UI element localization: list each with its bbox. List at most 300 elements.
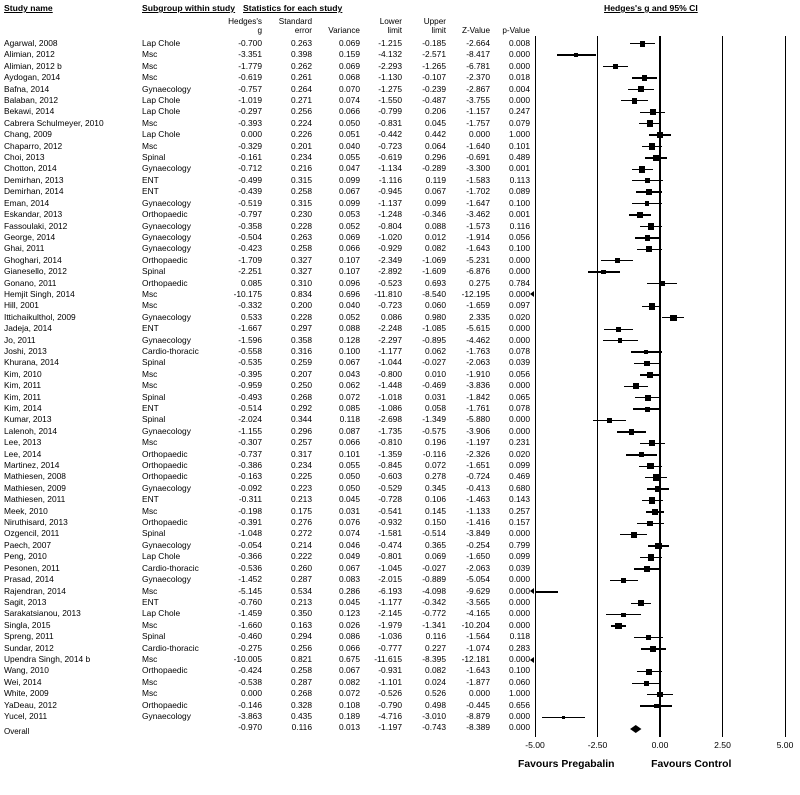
cell-lower-limit: -0.932: [378, 517, 402, 528]
cell-z-value: -3.849: [466, 528, 490, 539]
cell-upper-limit: -0.889: [422, 574, 446, 585]
cell-p-value: 0.118: [509, 631, 530, 642]
cell-study-name: Mathiesen, 2008: [4, 471, 66, 482]
cell-study-name: Wei, 2014: [4, 676, 42, 687]
cell-variance: 0.099: [339, 174, 360, 185]
point-estimate-marker: [640, 41, 646, 47]
cell-z-value: -1.647: [466, 197, 490, 208]
cell-variance: 0.053: [339, 209, 360, 220]
cell-standard-error: 0.344: [291, 414, 312, 425]
cell-z-value: -5.054: [466, 574, 490, 585]
cell-subgroup: Gynaecology: [142, 231, 191, 242]
point-estimate-marker: [562, 716, 566, 720]
cell-standard-error: 0.228: [291, 311, 312, 322]
cell-p-value: 0.000: [509, 653, 530, 664]
cell-z-value: -1.650: [466, 551, 490, 562]
cell-variance: 0.159: [339, 49, 360, 60]
confidence-interval-line: [588, 271, 620, 272]
point-estimate-marker: [616, 327, 621, 332]
cell-z-value: -1.659: [466, 300, 490, 311]
point-estimate-marker: [646, 635, 651, 640]
point-estimate-marker: [655, 486, 661, 492]
cell-lower-limit: -0.945: [378, 186, 402, 197]
cell-z-value: -0.254: [466, 539, 490, 550]
cell-study-name: Mathiesen, 2009: [4, 482, 66, 493]
cell-upper-limit: 0.088: [425, 220, 446, 231]
cell-study-name: Ghai, 2011: [4, 243, 45, 254]
confidence-interval-line: [601, 260, 633, 261]
cell-upper-limit: -0.289: [422, 163, 446, 174]
header-subgroup: Subgroup within study: [142, 3, 236, 13]
table-row: [0, 596, 530, 608]
confidence-interval-line: [642, 146, 662, 147]
table-row: [0, 140, 530, 152]
cell-p-value: 0.001: [509, 163, 530, 174]
cell-lower-limit: -0.529: [378, 482, 402, 493]
table-row: [0, 174, 530, 186]
table-row: [0, 254, 530, 266]
table-row: [0, 368, 530, 380]
confidence-interval-line: [647, 488, 669, 489]
confidence-interval-line: [542, 717, 585, 718]
point-estimate-marker: [633, 383, 639, 389]
cell-subgroup: Msc: [142, 300, 158, 311]
cell-p-value: 0.000: [509, 414, 530, 425]
cell-z-value: -1.914: [466, 231, 490, 242]
cell-upper-limit: 0.365: [425, 539, 446, 550]
confidence-interval-line: [632, 169, 653, 170]
cell-p-value: 0.231: [509, 437, 530, 448]
cell-lower-limit: -0.799: [378, 106, 402, 117]
cell-subgroup: Spinal: [142, 152, 166, 163]
confidence-interval-line: [649, 134, 671, 135]
cell-hedges-g: -1.779: [238, 60, 262, 71]
confidence-interval-line: [634, 637, 663, 638]
cell-lower-limit: -0.931: [378, 665, 402, 676]
cell-subgroup: Msc: [142, 60, 158, 71]
cell-hedges-g: -0.619: [238, 72, 262, 83]
cell-p-value: 0.257: [509, 505, 530, 516]
cell-z-value: -1.573: [466, 220, 490, 231]
cell-study-name: Yucel, 2011: [4, 710, 48, 721]
cell-study-name: Hemjit Singh, 2014: [4, 288, 75, 299]
cell-z-value: -1.643: [466, 243, 490, 254]
point-estimate-marker: [650, 109, 656, 115]
confidence-interval-line: [634, 568, 659, 569]
cell-z-value: -1.564: [466, 631, 490, 642]
cell-variance: 0.052: [339, 311, 360, 322]
cell-study-name: Chaparro, 2012: [4, 140, 63, 151]
cell-upper-limit: 0.442: [425, 129, 446, 140]
cell-upper-limit: -0.469: [422, 380, 446, 391]
cell-p-value: 0.000: [509, 323, 530, 334]
cell-study-name: Chotton, 2014: [4, 163, 57, 174]
point-estimate-marker: [653, 155, 659, 161]
cell-variance: 0.082: [339, 676, 360, 687]
cell-p-value: 0.000: [509, 596, 530, 607]
cell-variance: 0.051: [339, 129, 360, 140]
cell-lower-limit: -2.698: [378, 414, 402, 425]
header-study-name: Study name: [4, 3, 53, 13]
table-row: [0, 49, 530, 60]
confidence-interval-line: [624, 386, 648, 387]
cell-p-value: 0.097: [509, 300, 530, 311]
cell-variance: 0.072: [339, 688, 360, 699]
cell-study-name: Kim, 2014: [4, 403, 42, 413]
cell-subgroup: ENT: [142, 494, 159, 505]
cell-hedges-g: -1.048: [238, 528, 262, 539]
cell-lower-limit: -0.801: [378, 551, 402, 562]
confidence-interval-line: [642, 500, 663, 501]
confidence-interval-line: [635, 397, 661, 398]
cell-hedges-g: -0.424: [238, 665, 262, 676]
cell-hedges-g: -1.667: [238, 323, 262, 334]
table-row: [0, 209, 530, 220]
cell-hedges-g: -0.757: [238, 83, 262, 94]
cell-variance: 0.050: [339, 482, 360, 493]
confidence-interval-line: [640, 557, 662, 558]
cell-upper-limit: -8.540: [422, 288, 446, 299]
cell-standard-error: 0.207: [291, 368, 312, 379]
confidence-interval-line: [632, 203, 663, 204]
cell-variance: 0.066: [339, 243, 360, 254]
cell-z-value: -1.702: [466, 186, 490, 197]
table-row: [0, 699, 530, 711]
point-estimate-marker: [655, 543, 661, 549]
confidence-interval-line: [617, 431, 646, 432]
confidence-interval-line: [611, 625, 627, 626]
cell-hedges-g: -0.391: [238, 517, 262, 528]
point-estimate-marker: [607, 418, 611, 422]
cell-upper-limit: 0.980: [425, 311, 446, 322]
cell-z-value: -1.761: [466, 403, 490, 413]
cell-variance: 0.047: [339, 163, 360, 174]
table-row: [0, 231, 530, 243]
cell-p-value: 1.000: [509, 129, 530, 140]
cell-z-value: -1.583: [466, 174, 490, 185]
cell-variance: 0.055: [339, 460, 360, 471]
gridline-5.00: [785, 36, 786, 737]
cell-upper-limit: 0.060: [425, 300, 446, 311]
cell-standard-error: 0.223: [291, 482, 312, 493]
confidence-interval-line: [632, 77, 658, 78]
column-header-hedges-g: [214, 17, 262, 35]
point-estimate-marker: [647, 463, 653, 469]
cell-lower-limit: -4.132: [378, 49, 402, 60]
cell-variance: 0.096: [339, 277, 360, 288]
cell-lower-limit: -4.716: [378, 710, 402, 721]
cell-subgroup: Spinal: [142, 266, 166, 277]
confidence-interval-line: [645, 157, 668, 158]
cell-standard-error: 0.358: [291, 334, 312, 345]
cell-subgroup: Orthopaedic: [142, 254, 188, 265]
column-header-p-value: p-Value: [502, 26, 530, 35]
cell-p-value: 0.113: [509, 174, 530, 185]
cell-subgroup: Spinal: [142, 414, 166, 425]
cell-p-value: 0.000: [509, 619, 530, 630]
confidence-interval-line: [633, 408, 662, 409]
cell-study-name: Rajendran, 2014: [4, 585, 66, 596]
cell-study-name: Demirhan, 2014: [4, 186, 64, 197]
cell-upper-limit: -0.239: [422, 83, 446, 94]
cell-standard-error: 0.234: [291, 152, 312, 163]
point-estimate-marker: [638, 86, 644, 92]
cell-upper-limit: -0.185: [422, 38, 446, 48]
cell-variance: 0.696: [339, 288, 360, 299]
cell-subgroup: Gynaecology: [142, 710, 191, 721]
cell-hedges-g: -1.019: [238, 95, 262, 106]
favours-left-label: Favours Pregabalin: [518, 759, 615, 771]
cell-study-name: White, 2009: [4, 688, 49, 699]
cell-lower-limit: -2.145: [378, 608, 402, 619]
cell-standard-error: 0.534: [291, 585, 312, 596]
cell-hedges-g: -0.493: [238, 391, 262, 402]
table-row: [0, 220, 530, 232]
cell-z-value: -5.231: [466, 254, 490, 265]
table-row: [0, 345, 530, 357]
cell-subgroup: Spinal: [142, 631, 166, 642]
cell-lower-limit: -0.831: [378, 117, 402, 128]
cell-standard-error: 0.263: [291, 231, 312, 242]
cell-upper-limit: 0.058: [425, 403, 446, 413]
cell-p-value: 0.469: [509, 471, 530, 482]
cell-study-name: Singla, 2015: [4, 619, 51, 630]
cell-lower-limit: -11.615: [374, 653, 402, 664]
cell-subgroup: Orthopaedic: [142, 699, 188, 710]
cell-lower-limit: -1.134: [378, 163, 402, 174]
table-row: [0, 60, 530, 72]
point-estimate-marker: [642, 75, 648, 81]
table-row: [0, 391, 530, 403]
cell-upper-limit: 0.145: [425, 505, 446, 516]
point-estimate-marker: [657, 692, 663, 698]
cell-z-value: -3.300: [466, 163, 490, 174]
cell-hedges-g: -0.514: [238, 403, 262, 413]
cell-standard-error: 0.256: [291, 642, 312, 653]
table-row: [0, 163, 530, 174]
cell-lower-limit: -2.349: [378, 254, 402, 265]
cell-hedges-g: -0.959: [238, 380, 262, 391]
cell-hedges-g: 0.085: [241, 277, 262, 288]
cell-hedges-g: -0.797: [238, 209, 262, 220]
point-estimate-marker: [648, 223, 654, 229]
cell-standard-error: 0.222: [291, 551, 312, 562]
cell-p-value: 0.100: [509, 665, 530, 676]
cell-subgroup: Orthopaedic: [142, 471, 188, 482]
cell-p-value: 0.078: [509, 345, 530, 356]
cell-subgroup: Gynaecology: [142, 197, 191, 208]
confidence-interval-line: [639, 123, 661, 124]
cell-standard-error: 0.294: [291, 631, 312, 642]
cell-z-value: -12.181: [461, 653, 490, 664]
point-estimate-marker: [652, 509, 658, 515]
cell-p-value: 0.000: [509, 49, 530, 60]
cell-study-name: Kumar, 2013: [4, 414, 52, 425]
cell-standard-error: 0.316: [291, 345, 312, 356]
cell-standard-error: 0.263: [291, 38, 312, 48]
cell-p-value: 1.000: [509, 688, 530, 699]
cell-upper-limit: 0.196: [425, 437, 446, 448]
cell-upper-limit: -0.772: [422, 608, 446, 619]
table-row: [0, 676, 530, 688]
cell-variance: 0.108: [339, 699, 360, 710]
cell-hedges-g: -0.395: [238, 368, 262, 379]
cell-study-name: Wang, 2010: [4, 665, 49, 676]
cell-p-value: 0.000: [509, 585, 530, 596]
cell-z-value: -12.195: [461, 288, 490, 299]
cell-upper-limit: -1.069: [422, 254, 446, 265]
cell-z-value: -8.879: [466, 710, 490, 721]
cell-hedges-g: -0.558: [238, 345, 262, 356]
cell-study-name: Jo, 2011: [4, 334, 36, 345]
cell-p-value: 0.000: [509, 334, 530, 345]
cell-standard-error: 0.264: [291, 83, 312, 94]
cell-hedges-g: -0.393: [238, 117, 262, 128]
confidence-interval-line: [635, 237, 661, 238]
cell-study-name: Chang, 2009: [4, 129, 52, 140]
cell-subgroup: Gynaecology: [142, 425, 191, 436]
cell-subgroup: Msc: [142, 585, 158, 596]
cell-variance: 0.062: [339, 380, 360, 391]
cell-variance: 0.072: [339, 391, 360, 402]
cell-p-value: 0.000: [509, 60, 530, 71]
cell-hedges-g: -5.145: [238, 585, 262, 596]
cell-standard-error: 0.834: [291, 288, 312, 299]
cell-hedges-g: -0.146: [238, 699, 262, 710]
cell-variance: 0.040: [339, 140, 360, 151]
cell-standard-error: 0.200: [291, 300, 312, 311]
cell-hedges-g: -1.709: [238, 254, 262, 265]
column-header-upper-line2: limit: [431, 26, 446, 35]
cell-z-value: -2.326: [466, 448, 490, 459]
cell-subgroup: Msc: [142, 505, 158, 516]
cell-standard-error: 0.287: [291, 676, 312, 687]
cell-variance: 0.043: [339, 368, 360, 379]
table-row: [0, 585, 530, 597]
cell-z-value: -1.416: [466, 517, 490, 528]
cell-subgroup: Spinal: [142, 357, 166, 368]
cell-standard-error: 0.225: [291, 471, 312, 482]
cell-subgroup: Msc: [142, 72, 158, 83]
cell-standard-error: 0.435: [291, 710, 312, 721]
cell-hedges-g: -0.460: [238, 631, 262, 642]
cell-hedges-g: -2.251: [238, 266, 262, 277]
cell-study-name: Eskandar, 2013: [4, 209, 63, 220]
cell-subgroup: Orthopaedic: [142, 517, 188, 528]
cell-variance: 0.049: [339, 551, 360, 562]
confidence-interval-line: [620, 534, 647, 535]
cell-upper-limit: 0.031: [425, 391, 446, 402]
confidence-interval-line: [621, 100, 648, 101]
cell-hedges-g: -0.163: [238, 471, 262, 482]
cell-upper-limit: 0.012: [425, 231, 446, 242]
point-estimate-marker: [647, 120, 653, 126]
cell-p-value: 0.100: [509, 197, 530, 208]
cell-z-value: -3.565: [466, 596, 490, 607]
cell-p-value: 0.004: [509, 83, 530, 94]
cell-p-value: 0.039: [509, 562, 530, 573]
cell-hedges-g: -2.024: [238, 414, 262, 425]
confidence-interval-line: [637, 249, 662, 250]
cell-upper-limit: -0.027: [422, 357, 446, 368]
cell-variance: 0.069: [339, 60, 360, 71]
cell-upper-limit: 0.010: [425, 368, 446, 379]
table-row: [0, 688, 530, 699]
table-row: [0, 471, 530, 482]
cell-z-value: -1.197: [466, 437, 490, 448]
point-estimate-marker: [574, 53, 578, 57]
cell-upper-limit: 0.062: [425, 345, 446, 356]
cell-variance: 0.086: [339, 631, 360, 642]
point-estimate-marker: [657, 132, 663, 138]
cell-lower-limit: -1.101: [378, 676, 402, 687]
cell-standard-error: 0.315: [291, 174, 312, 185]
cell-overall-upper-limit: -0.743: [422, 722, 446, 733]
table-row: [0, 323, 530, 334]
cell-hedges-g: -1.660: [238, 619, 262, 630]
cell-p-value: 0.000: [509, 608, 530, 619]
cell-p-value: 0.143: [509, 494, 530, 505]
cell-p-value: 0.799: [509, 539, 530, 550]
cell-z-value: -1.640: [466, 140, 490, 151]
table-row: [0, 266, 530, 277]
table-row: [0, 460, 530, 471]
cell-z-value: -0.413: [466, 482, 490, 493]
cell-study-name: Sarakatsianou, 2013: [4, 608, 81, 619]
cell-variance: 0.074: [339, 528, 360, 539]
cell-subgroup: Gynaecology: [142, 243, 191, 254]
confidence-interval-line: [639, 466, 662, 467]
cell-subgroup: Cardio-thoracic: [142, 562, 199, 573]
cell-upper-limit: -0.342: [422, 596, 446, 607]
cell-p-value: 0.000: [509, 254, 530, 265]
cell-subgroup: Lap Chole: [142, 608, 181, 619]
cell-variance: 0.055: [339, 152, 360, 163]
cell-study-name: Cabrera Schulmeyer, 2010: [4, 117, 104, 128]
cell-hedges-g: -0.366: [238, 551, 262, 562]
cell-standard-error: 0.398: [291, 49, 312, 60]
cell-variance: 0.118: [339, 414, 360, 425]
cell-lower-limit: -1.177: [378, 596, 402, 607]
cell-variance: 0.031: [339, 505, 360, 516]
cell-z-value: -1.842: [466, 391, 490, 402]
confidence-interval-line: [640, 705, 672, 706]
cell-study-name: Joshi, 2013: [4, 345, 47, 356]
cell-variance: 0.123: [339, 608, 360, 619]
cell-subgroup: Cardio-thoracic: [142, 642, 199, 653]
cell-lower-limit: -0.619: [378, 152, 402, 163]
cell-standard-error: 0.276: [291, 517, 312, 528]
column-header-upper-limit: [402, 17, 446, 35]
cell-variance: 0.050: [339, 117, 360, 128]
cell-subgroup: Msc: [142, 688, 158, 699]
column-header-se-line1: Standard: [278, 17, 312, 26]
cell-hedges-g: -0.092: [238, 482, 262, 493]
cell-standard-error: 0.315: [291, 197, 312, 208]
cell-p-value: 0.079: [509, 117, 530, 128]
cell-study-name: Kim, 2010: [4, 368, 42, 379]
cell-subgroup: ENT: [142, 323, 159, 334]
cell-upper-limit: 0.116: [425, 631, 446, 642]
table-row: [0, 129, 530, 140]
point-estimate-marker: [646, 669, 652, 675]
cell-subgroup: ENT: [142, 403, 159, 413]
point-estimate-marker: [621, 613, 625, 617]
cell-hedges-g: 0.000: [241, 688, 262, 699]
cell-study-name: YaDeau, 2012: [4, 699, 57, 710]
cell-upper-limit: -0.487: [422, 95, 446, 106]
cell-variance: 0.107: [339, 254, 360, 265]
